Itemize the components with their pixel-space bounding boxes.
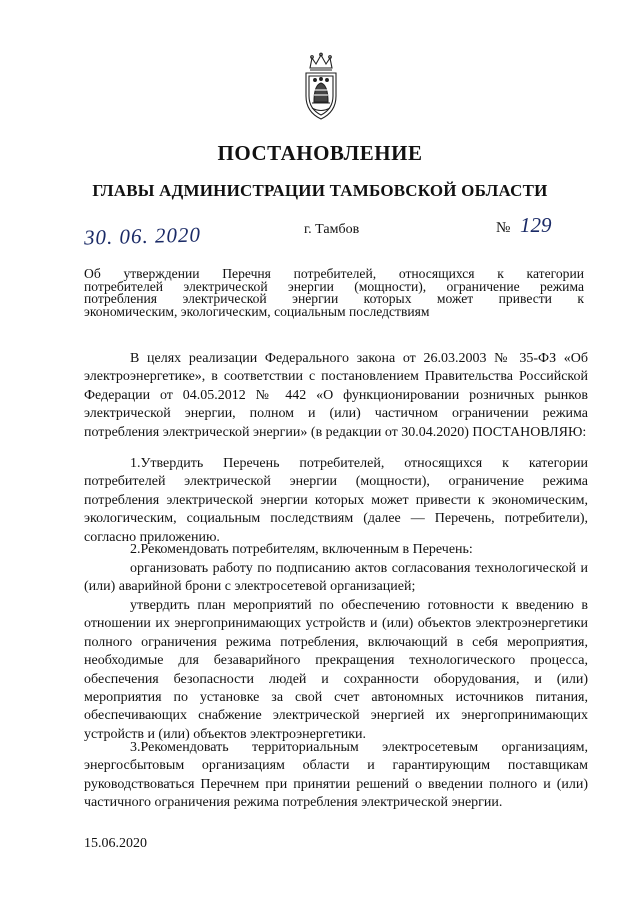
- item-2a-paragraph: [84, 560, 588, 597]
- preamble-paragraph: [84, 350, 588, 442]
- subject-line: Об утверждении Перечня потребителей, относящихся к категории: [84, 266, 584, 281]
- city-label: г. Тамбов: [304, 222, 360, 237]
- item-1-text: 1.Утвердить Перечень потребителей, относящихся к категории потребителей электрической энергии (мощности), ограничение режима потребления электрической энергии которых может привести к экономическим, экологическим, социальным последствиям (далее — Перечень, потребители), согласно приложению.: [84, 456, 588, 545]
- subject-line: потребителей электрической энергии (мощности), ограничение режима: [84, 278, 584, 294]
- coat-of-arms-icon: [298, 52, 344, 122]
- issuing-authority: ГЛАВЫ АДМИНИСТРАЦИИ ТАМБОВСКОЙ ОБЛАСТИ: [92, 181, 548, 200]
- item-2b-paragraph: [84, 597, 588, 744]
- item-3-text: 3.Рекомендовать территориальным электросетевым организациям, энергосбытовым организациям области и гарантирующим поставщикам руководствоваться Перечнем при принятии решений о введении полного и (или) частичного ограничения режима потребления электрической энергии.: [84, 740, 588, 811]
- item-2-paragraph: [84, 541, 588, 559]
- subject-line: экономическим, экологическим, социальным последствиям: [84, 303, 430, 319]
- item-1-paragraph: [84, 455, 588, 547]
- document-subject: [84, 268, 584, 318]
- item-3-paragraph: [84, 739, 588, 813]
- item-2-text: 2.Рекомендовать потребителям, включенным в Перечень:: [130, 542, 473, 557]
- item-2b-text: утвердить план мероприятий по обеспечению готовности к введению в отношении их энергопринимающих устройств и (или) объектов электроэнергетики полного ограничения режима потребления, включающий в себя мероприятия, необходимые для безаварийного прекращения технологического процесса, обеспечения безопасности людей и сохранности оборудования, и (или) мероприятия по установке за свой счет автономных источников питания, обеспечивающих снабжение электрической энергией их энергопринимающих устройств и (или) объектов электроэнергетики.: [84, 598, 588, 742]
- number-label: №: [496, 220, 511, 236]
- preamble-text: В целях реализации Федерального закона от 26.03.2003 № 35-ФЗ «Об электроэнергетике», в соответствии с постановлением Правительства Российской Федерации от 04.05.2012 № 442 «О функционировании розничных рынков электрической энергии, полном и (или) частичном ограничении режима потребления электрической энергии» (в редакции от 30.04.2020) ПОСТАНОВЛЯЮ:: [84, 351, 588, 440]
- handwritten-number: 129: [520, 213, 552, 237]
- item-2a-text: организовать работу по подписанию актов согласования технологической и (или) аварийной брони с электросетевой организацией;: [84, 561, 588, 595]
- footer-date: 15.06.2020: [84, 836, 147, 851]
- document-title: ПОСТАНОВЛЕНИЕ: [217, 141, 423, 165]
- subject-line: потребления электрической энергии которых может привести к: [84, 291, 584, 307]
- handwritten-date: 30. 06. 2020: [83, 222, 202, 250]
